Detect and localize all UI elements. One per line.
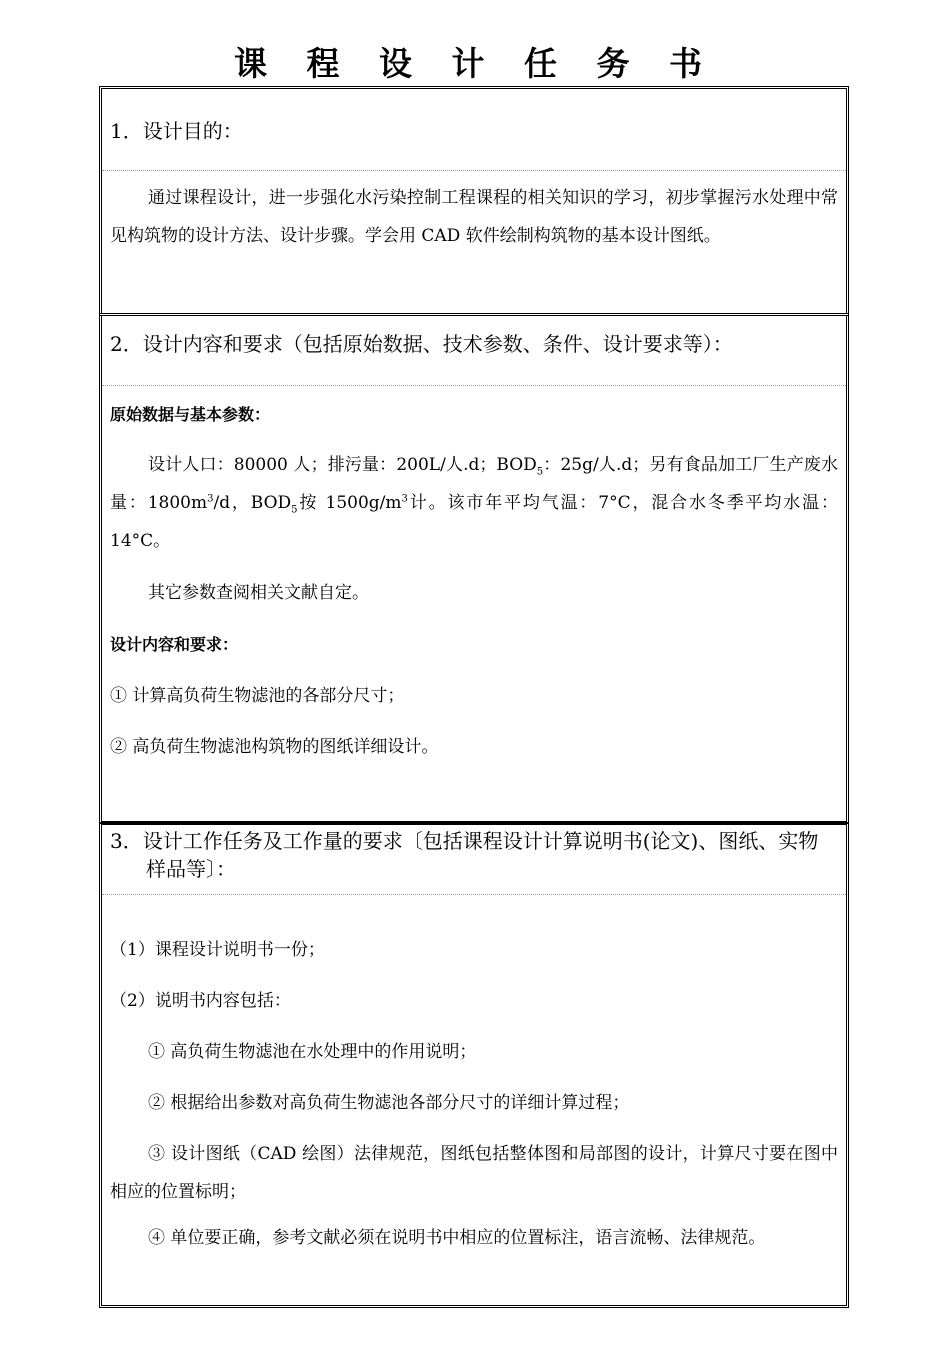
workload-line-1: （1）课程设计说明书一份； xyxy=(110,940,325,960)
workload-item-3: ③ 设计图纸（CAD 绘图）法律规范，图纸包括整体图和局部图的设计，计算尺寸要在图中相应的位置标明； xyxy=(110,1144,838,1202)
section-workload xyxy=(99,822,849,1308)
document-title: 课 程 设 计 任 务 书 xyxy=(234,44,716,83)
workload-line-2: （2）说明书内容包括： xyxy=(110,991,291,1011)
workload-item-4: ④ 单位要正确，参考文献必须在说明书中相应的位置标注，语言流畅、法律规范。 xyxy=(148,1228,766,1248)
section-purpose xyxy=(99,86,849,316)
workload-item-2: ② 根据给出参数对高负荷生物滤池各部分尺寸的详细计算过程； xyxy=(148,1093,630,1113)
section-heading-workload: 3．设计工作任务及工作量的要求〔包括课程设计计算说明书(论文)、图纸、实物样品等〕： xyxy=(102,825,846,895)
requirement-item-1: ① 计算高负荷生物滤池的各部分尺寸； xyxy=(110,686,405,706)
subheading-raw-data: 原始数据与基本参数： xyxy=(110,405,271,424)
section-heading-purpose: 1．设计目的： xyxy=(102,89,846,171)
section-heading-content: 2．设计内容和要求（包括原始数据、技术参数、条件、设计要求等）： xyxy=(102,316,846,386)
other-params-paragraph: 其它参数查阅相关文献自定。 xyxy=(148,583,369,603)
workload-item-1: ① 高负荷生物滤池在水处理中的作用说明； xyxy=(148,1042,477,1062)
purpose-paragraph: 通过课程设计，进一步强化水污染控制工程课程的相关知识的学习，初步掌握污水处理中常见构筑物的设计方法、设计步骤。学会用 CAD 软件绘制构筑物的基本设计图纸。 xyxy=(110,188,838,246)
section-content-requirements xyxy=(99,313,849,824)
raw-data-paragraph: 设计人口：80000 人；排污量：200L/人.d；$BOD_5$：25g/人.d；另有食品加工厂生产废水量：$1800m^3/d$，$BOD_5$按 $1500g/m^3$计。该市年平均气温：7°C，混合水冬季平均水温：14°C。 xyxy=(110,455,839,551)
subheading-requirements: 设计内容和要求： xyxy=(110,635,239,654)
requirement-item-2: ② 高负荷生物滤池构筑物的图纸详细设计。 xyxy=(110,737,439,757)
